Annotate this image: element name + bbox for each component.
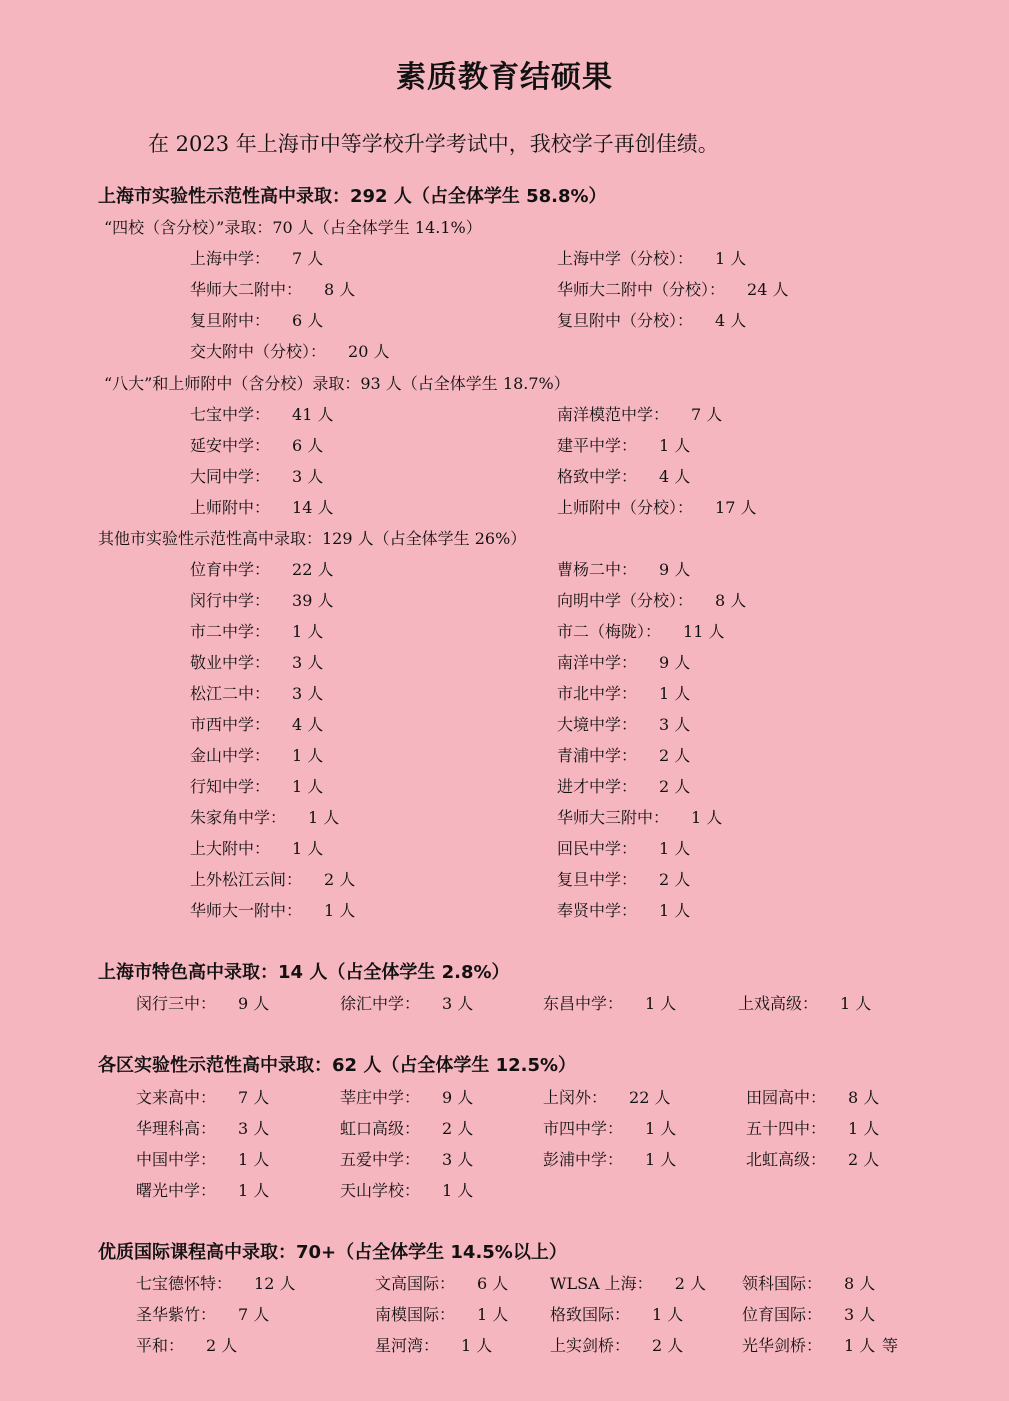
group-heading: 其他市实验性示范性高中录取：129 人（占全体学生 26%） <box>98 529 527 548</box>
school-name: 大境中学： <box>557 715 638 734</box>
admission-count: 1 人 <box>840 994 872 1013</box>
admission-count: 6 人 <box>292 436 324 455</box>
admission-count: 1 人 <box>238 1150 270 1169</box>
list-item <box>190 464 323 487</box>
school-name: 进才中学： <box>557 777 638 796</box>
list-item <box>136 1147 269 1170</box>
list-item <box>550 1271 706 1294</box>
list-item <box>557 712 690 735</box>
school-name: 复旦附中（分校）： <box>557 311 694 330</box>
list-item <box>190 836 323 859</box>
school-name: 徐汇中学： <box>340 994 421 1013</box>
admission-count: 3 人 <box>442 1150 474 1169</box>
school-name: 上师附中： <box>190 498 271 517</box>
admission-count: 1 人 <box>848 1119 880 1138</box>
school-name: 松江二中： <box>190 684 271 703</box>
school-name: 五爱中学： <box>340 1150 421 1169</box>
admission-count: 14 人 <box>292 498 334 517</box>
school-name: 光华剑桥： <box>742 1336 823 1355</box>
list-item <box>136 1178 269 1201</box>
admission-count: 8 人 <box>848 1088 880 1107</box>
list-item <box>742 1302 875 1325</box>
school-name: 莘庄中学： <box>340 1088 421 1107</box>
admission-count: 20 人 <box>348 342 390 361</box>
list-item <box>190 898 355 921</box>
school-name: 向明中学（分校）： <box>557 591 694 610</box>
admission-count: 1 人 <box>659 684 691 703</box>
admission-count: 3 人 <box>442 994 474 1013</box>
list-item <box>742 1333 875 1356</box>
list-item <box>543 1147 676 1170</box>
list-item <box>136 1302 269 1325</box>
list-item <box>738 991 871 1014</box>
list-item <box>190 557 333 580</box>
school-name: 市北中学： <box>557 684 638 703</box>
page-title: 素质教育结硕果 <box>396 60 613 95</box>
admission-count: 9 人 <box>659 560 691 579</box>
school-name: 星河湾： <box>375 1336 440 1355</box>
school-name: 奉贤中学： <box>557 901 638 920</box>
school-name: 平和： <box>136 1336 185 1355</box>
list-item <box>557 681 690 704</box>
admission-count: 8 人 <box>324 280 356 299</box>
school-name: 华师大一附中： <box>190 901 303 920</box>
school-name: 上海中学（分校）： <box>557 249 694 268</box>
school-name: 复旦中学： <box>557 870 638 889</box>
school-name: 文来高中： <box>136 1088 217 1107</box>
admission-count: 12 人 <box>254 1274 296 1293</box>
school-name: WLSA 上海： <box>550 1274 653 1293</box>
section-heading: 优质国际课程高中录取：70+（占全体学生 14.5%以上） <box>98 1242 567 1263</box>
list-item <box>190 743 323 766</box>
section-heading: 各区实验性示范性高中录取：62 人（占全体学生 12.5%） <box>98 1055 577 1076</box>
admission-count: 1 人 <box>238 1181 270 1200</box>
admission-count: 4 人 <box>659 467 691 486</box>
list-item <box>340 1085 473 1108</box>
school-name: 天山学校： <box>340 1181 421 1200</box>
list-item <box>375 1333 492 1356</box>
list-item <box>136 1085 269 1108</box>
admission-count: 2 人 <box>659 870 691 889</box>
group-heading: “八大”和上师附中（含分校）录取：93 人（占全体学生 18.7%） <box>104 374 570 393</box>
school-name: 青浦中学： <box>557 746 638 765</box>
list-item <box>557 774 690 797</box>
school-name: 交大附中（分校）： <box>190 342 327 361</box>
school-name: 市西中学： <box>190 715 271 734</box>
school-name: 上大附中： <box>190 839 271 858</box>
list-item <box>557 588 746 611</box>
admission-count: 2 人 <box>652 1336 684 1355</box>
list-item <box>190 246 323 269</box>
admission-count: 1 人 <box>715 249 747 268</box>
school-name: 闵行中学： <box>190 591 271 610</box>
list-item <box>136 1333 237 1356</box>
list-item <box>190 774 323 797</box>
list-item <box>190 308 323 331</box>
list-item <box>190 277 355 300</box>
list-item <box>742 1271 875 1294</box>
list-item <box>746 1085 879 1108</box>
admission-count: 2 人 <box>324 870 356 889</box>
admission-count: 1 人 <box>308 808 340 827</box>
section-heading: 上海市实验性示范性高中录取：292 人（占全体学生 58.8%） <box>98 186 607 207</box>
school-name: 田园高中： <box>746 1088 827 1107</box>
admission-count: 3 人 <box>844 1305 876 1324</box>
admission-count: 3 人 <box>238 1119 270 1138</box>
list-item <box>557 805 722 828</box>
school-name: 七宝德怀特： <box>136 1274 233 1293</box>
admission-count: 9 人 <box>659 653 691 672</box>
admission-count: 22 人 <box>292 560 334 579</box>
list-item <box>190 805 339 828</box>
school-name: 五十四中： <box>746 1119 827 1138</box>
list-item <box>340 1147 473 1170</box>
school-name: 金山中学： <box>190 746 271 765</box>
school-name: 上戏高级： <box>738 994 819 1013</box>
admission-count: 7 人 <box>292 249 324 268</box>
list-item <box>190 650 323 673</box>
group-heading: “四校（含分校）”录取：70 人（占全体学生 14.1%） <box>104 218 482 237</box>
admission-count: 11 人 <box>683 622 725 641</box>
list-item <box>543 1085 670 1108</box>
list-item <box>557 619 724 642</box>
admission-count: 4 人 <box>292 715 324 734</box>
list-item <box>340 1178 473 1201</box>
list-item <box>543 1116 676 1139</box>
admission-count: 6 人 <box>292 311 324 330</box>
list-item <box>136 1271 295 1294</box>
school-name: 上实剑桥： <box>550 1336 631 1355</box>
admission-count: 22 人 <box>629 1088 671 1107</box>
admission-count: 1 人 <box>645 1150 677 1169</box>
school-name: 大同中学： <box>190 467 271 486</box>
intro-text: 在 2023 年上海市中等学校升学考试中，我校学子再创佳绩。 <box>148 132 719 156</box>
admission-count: 6 人 <box>477 1274 509 1293</box>
admission-count: 1 人 <box>324 901 356 920</box>
list-item <box>136 991 269 1014</box>
list-item <box>557 433 690 456</box>
list-item <box>557 464 690 487</box>
admission-count: 1 人 <box>442 1181 474 1200</box>
school-name: 格致国际： <box>550 1305 631 1324</box>
admission-count: 1 人 <box>645 1119 677 1138</box>
school-name: 上闵外： <box>543 1088 608 1107</box>
admission-count: 2 人 <box>848 1150 880 1169</box>
school-name: 东昌中学： <box>543 994 624 1013</box>
admission-count: 39 人 <box>292 591 334 610</box>
list-item <box>557 495 756 518</box>
list-item <box>340 1116 473 1139</box>
list-item <box>557 898 690 921</box>
admission-count: 1 人 <box>292 746 324 765</box>
school-name: 朱家角中学： <box>190 808 287 827</box>
list-item <box>557 402 722 425</box>
list-item <box>557 308 746 331</box>
school-name: 建平中学： <box>557 436 638 455</box>
admission-count: 2 人 <box>659 777 691 796</box>
school-name: 彭浦中学： <box>543 1150 624 1169</box>
list-item <box>136 1116 269 1139</box>
list-item <box>190 867 355 890</box>
school-name: 回民中学： <box>557 839 638 858</box>
school-name: 南洋中学： <box>557 653 638 672</box>
list-item <box>550 1302 683 1325</box>
school-name: 七宝中学： <box>190 405 271 424</box>
school-name: 闵行三中： <box>136 994 217 1013</box>
list-item <box>557 557 690 580</box>
list-item <box>557 867 690 890</box>
admission-count: 1 人 <box>691 808 723 827</box>
list-item <box>340 991 473 1014</box>
list-item <box>190 495 333 518</box>
admission-count: 1 人 <box>645 994 677 1013</box>
school-name: 延安中学： <box>190 436 271 455</box>
school-name: 位育国际： <box>742 1305 823 1324</box>
admission-count: 1 人 <box>292 622 324 641</box>
admission-count: 3 人 <box>659 715 691 734</box>
admission-count: 1 人 <box>652 1305 684 1324</box>
list-item <box>375 1271 508 1294</box>
school-name: 南模国际： <box>375 1305 456 1324</box>
school-name: 圣华紫竹： <box>136 1305 217 1324</box>
school-name: 曹杨二中： <box>557 560 638 579</box>
list-item <box>190 712 323 735</box>
school-name: 领科国际： <box>742 1274 823 1293</box>
list-item <box>746 1116 879 1139</box>
school-name: 位育中学： <box>190 560 271 579</box>
school-name: 市二（梅陇）： <box>557 622 662 641</box>
admission-count: 1 人 <box>292 777 324 796</box>
admission-count: 1 人 <box>477 1305 509 1324</box>
list-item <box>190 681 323 704</box>
school-name: 中国中学： <box>136 1150 217 1169</box>
list-item <box>190 619 323 642</box>
admission-count: 1 人 <box>844 1336 876 1355</box>
admission-count: 41 人 <box>292 405 334 424</box>
school-name: 华理科高： <box>136 1119 217 1138</box>
school-name: 敬业中学： <box>190 653 271 672</box>
admission-count: 24 人 <box>747 280 789 299</box>
admission-count: 1 人 <box>659 901 691 920</box>
admission-count: 8 人 <box>844 1274 876 1293</box>
school-name: 格致中学： <box>557 467 638 486</box>
list-item <box>557 277 788 300</box>
school-name: 文高国际： <box>375 1274 456 1293</box>
admission-count: 3 人 <box>292 467 324 486</box>
school-name: 上海中学： <box>190 249 271 268</box>
school-name: 上师附中（分校）： <box>557 498 694 517</box>
list-item <box>557 650 690 673</box>
school-name: 虹口高级： <box>340 1119 421 1138</box>
list-item <box>543 991 676 1014</box>
list-item <box>190 588 333 611</box>
admission-count: 7 人 <box>238 1088 270 1107</box>
admission-count: 17 人 <box>715 498 757 517</box>
section-heading: 上海市特色高中录取：14 人（占全体学生 2.8%） <box>98 962 510 983</box>
school-name: 华师大三附中： <box>557 808 670 827</box>
list-item <box>746 1147 879 1170</box>
admission-count: 2 人 <box>659 746 691 765</box>
admission-count: 9 人 <box>442 1088 474 1107</box>
admission-count: 8 人 <box>715 591 747 610</box>
admission-count: 1 人 <box>292 839 324 858</box>
admission-count: 2 人 <box>442 1119 474 1138</box>
admission-count: 7 人 <box>691 405 723 424</box>
admission-count: 4 人 <box>715 311 747 330</box>
school-name: 北虹高级： <box>746 1150 827 1169</box>
school-name: 华师大二附中： <box>190 280 303 299</box>
school-name: 复旦附中： <box>190 311 271 330</box>
admission-count: 1 人 <box>659 839 691 858</box>
list-item <box>190 433 323 456</box>
list-item <box>557 836 690 859</box>
list-item <box>550 1333 683 1356</box>
school-name: 南洋模范中学： <box>557 405 670 424</box>
admission-count: 3 人 <box>292 684 324 703</box>
admission-count: 9 人 <box>238 994 270 1013</box>
school-name: 曙光中学： <box>136 1181 217 1200</box>
admission-count: 2 人 <box>206 1336 238 1355</box>
list-item <box>557 246 746 269</box>
admission-count: 7 人 <box>238 1305 270 1324</box>
list-item <box>375 1302 508 1325</box>
school-name: 市四中学： <box>543 1119 624 1138</box>
list-item <box>190 339 389 362</box>
school-name: 华师大二附中（分校）： <box>557 280 726 299</box>
list-item <box>190 402 333 425</box>
school-name: 市二中学： <box>190 622 271 641</box>
admission-count: 1 人 <box>461 1336 493 1355</box>
school-name: 行知中学： <box>190 777 271 796</box>
school-name: 上外松江云间： <box>190 870 303 889</box>
admission-count: 3 人 <box>292 653 324 672</box>
admission-count: 1 人 <box>659 436 691 455</box>
list-item <box>557 743 690 766</box>
admission-count: 2 人 <box>674 1274 706 1293</box>
etc-text: 等 <box>882 1336 899 1355</box>
